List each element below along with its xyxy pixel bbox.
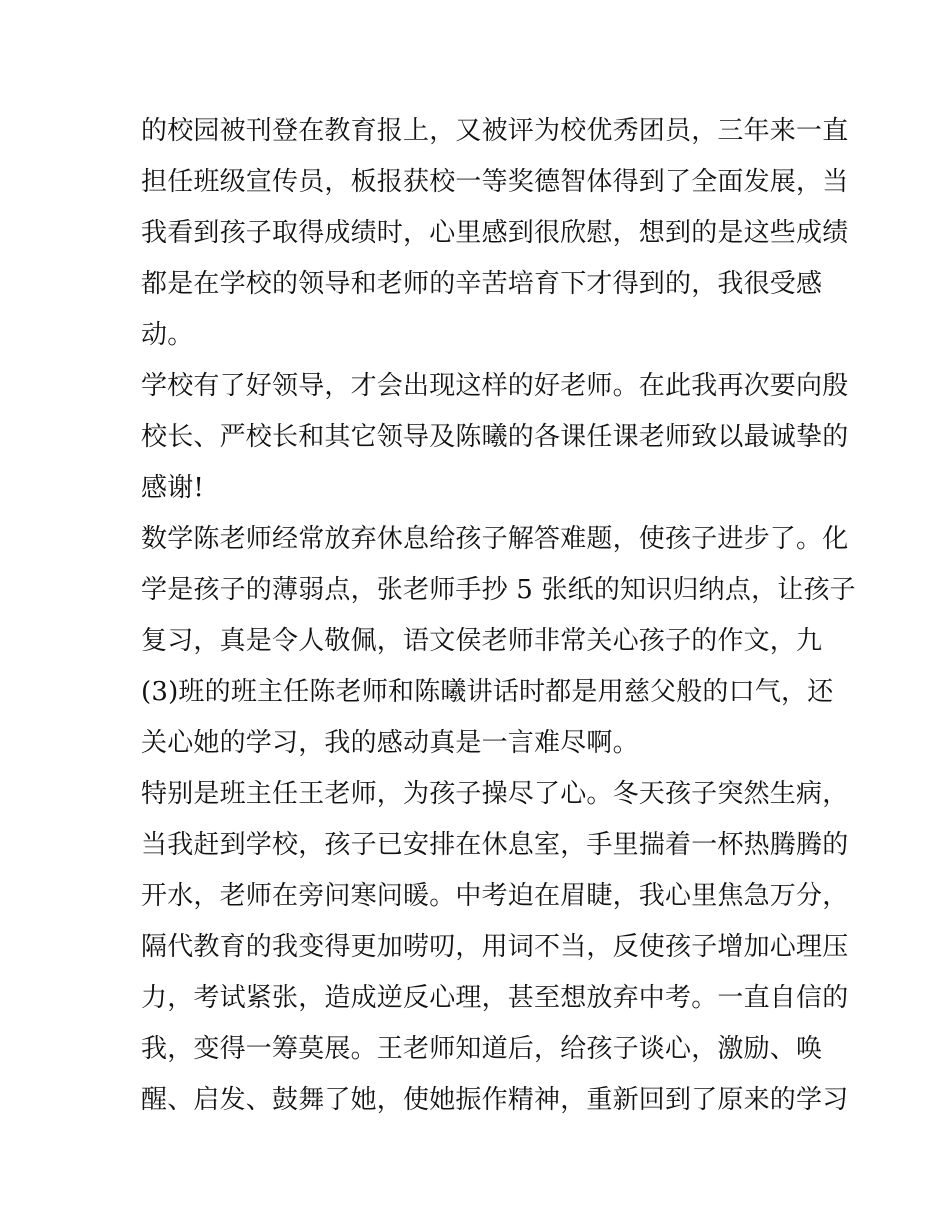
text-line: 数学陈老师经常放弃休息给孩子解答难题，使孩子进步了。化 (141, 524, 849, 554)
text-line: 醒、启发、鼓舞了她，使她振作精神，重新回到了原来的学习 (141, 1085, 849, 1115)
text-line: 力，考试紧张，造成逆反心理，甚至想放弃中考。一直自信的 (141, 983, 849, 1013)
text-line: 的校园被刊登在教育报上，又被评为校优秀团员，三年来一直 (141, 116, 849, 146)
text-line: 我看到孩子取得成绩时，心里感到很欣慰，想到的是这些成绩 (141, 218, 849, 248)
text-line: 学是孩子的薄弱点，张老师手抄 5 张纸的知识归纳点，让孩子 (141, 575, 856, 605)
text-line: 校长、严校长和其它领导及陈曦的各课任课老师致以最诚挚的 (141, 422, 849, 452)
text-line: 关心她的学习，我的感动真是一言难尽啊。 (141, 728, 639, 758)
text-line: 学校有了好领导，才会出现这样的好老师。在此我再次要向殷 (141, 371, 849, 401)
text-line: 担任班级宣传员，板报获校一等奖德智体得到了全面发展，当 (141, 167, 849, 197)
text-line: 动。 (141, 320, 194, 350)
text-line: 隔代教育的我变得更加唠叨，用词不当，反使孩子增加心理压 (141, 932, 849, 962)
document-body (141, 106, 856, 1126)
text-line: 开水，老师在旁问寒问暖。中考迫在眉睫，我心里焦急万分， (141, 881, 849, 911)
text-line: 我，变得一筹莫展。王老师知道后，给孩子谈心，激励、唤 (141, 1034, 823, 1064)
text-line: 特别是班主任王老师，为孩子操尽了心。冬天孩子突然生病， (141, 779, 849, 809)
text-line: (3)班的班主任陈老师和陈曦讲话时都是用慈父般的口气，还 (141, 677, 834, 707)
text-line: 都是在学校的领导和老师的辛苦培育下才得到的，我很受感 (141, 269, 823, 299)
text-line: 复习，真是令人敬佩，语文侯老师非常关心孩子的作文，九 (141, 626, 823, 656)
text-line: 当我赶到学校，孩子已安排在休息室，手里揣着一杯热腾腾的 (141, 830, 849, 860)
text-line: 感谢! (141, 473, 205, 503)
